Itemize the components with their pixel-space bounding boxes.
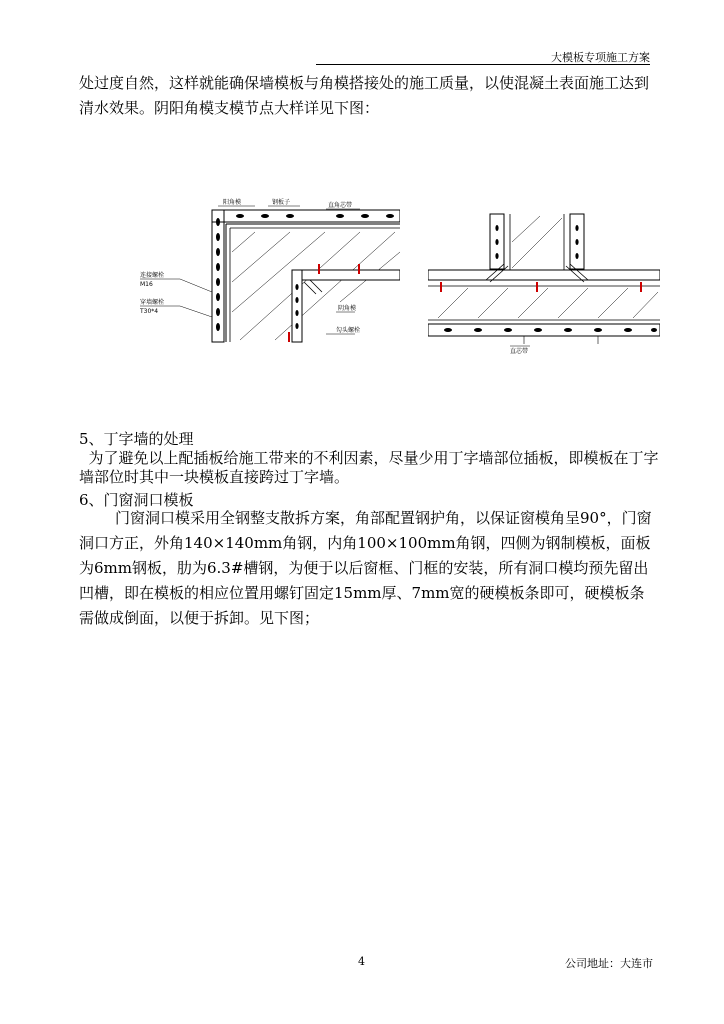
label-hook-bolt: 勾头螺栓 [336,327,361,334]
section6-text-content: 门窗洞口模采用全钢整支散拆方案，角部配置钢护角，以保证窗模角呈90°，门窗洞口方正，外角140×140mm角钢，内角100×100mm角钢，四侧为钢制模板，面板为6mm钢板，肋为6.3#槽钢，为便于以后窗框、门框的安装，所有洞口模均预先留出凹槽，即在模板的相应位置用螺钉固定15mm厚、7mm宽的硬模板条即可，硬模板条需做成倒面，以便于拆卸。见下图； [79,509,652,627]
label-wall-bolt: 穿墙螺栓 [140,299,165,306]
label-connect-bolt: 连接螺栓 [140,272,165,279]
page-number: 4 [358,955,365,968]
label-yang-corner: 阳角模 [223,199,242,206]
label-straight-joint: 直角芯带 [328,202,353,209]
paragraph-intro: 处过度自然，这样就能确保墙模板与角模搭接处的施工质量，以使混凝土表面施工达到清水效果。阴阳角模支模节点大样详见下图： [79,74,650,117]
section6-heading: 6、门窗洞口模板 [79,491,194,509]
label-connect-bolt-spec: M16 [140,281,153,288]
company-address: 公司地址：大连市 [565,957,653,970]
label-steel-strip: 钢板子 [272,199,291,206]
section5-text [79,449,659,487]
section5-heading: 5、丁字墙的处理 [79,430,194,448]
label-yin-corner: 阴角模 [338,305,357,312]
label-wall-bolt-spec: T30*4 [140,308,159,315]
corner-node-figure [140,192,400,347]
section6-text [79,506,659,631]
section5-text-content: 为了避免以上配插板给施工带来的不利因素，尽量少用丁字墙部位插板，即模板在丁字墙部位时其中一块模板直接跨过丁字墙。 [79,449,659,486]
header-rule [316,64,650,65]
t-wall-figure [428,212,660,360]
label-straight-joint-2: 直芯带 [510,348,529,355]
header-title: 大模板专项施工方案 [551,51,650,64]
